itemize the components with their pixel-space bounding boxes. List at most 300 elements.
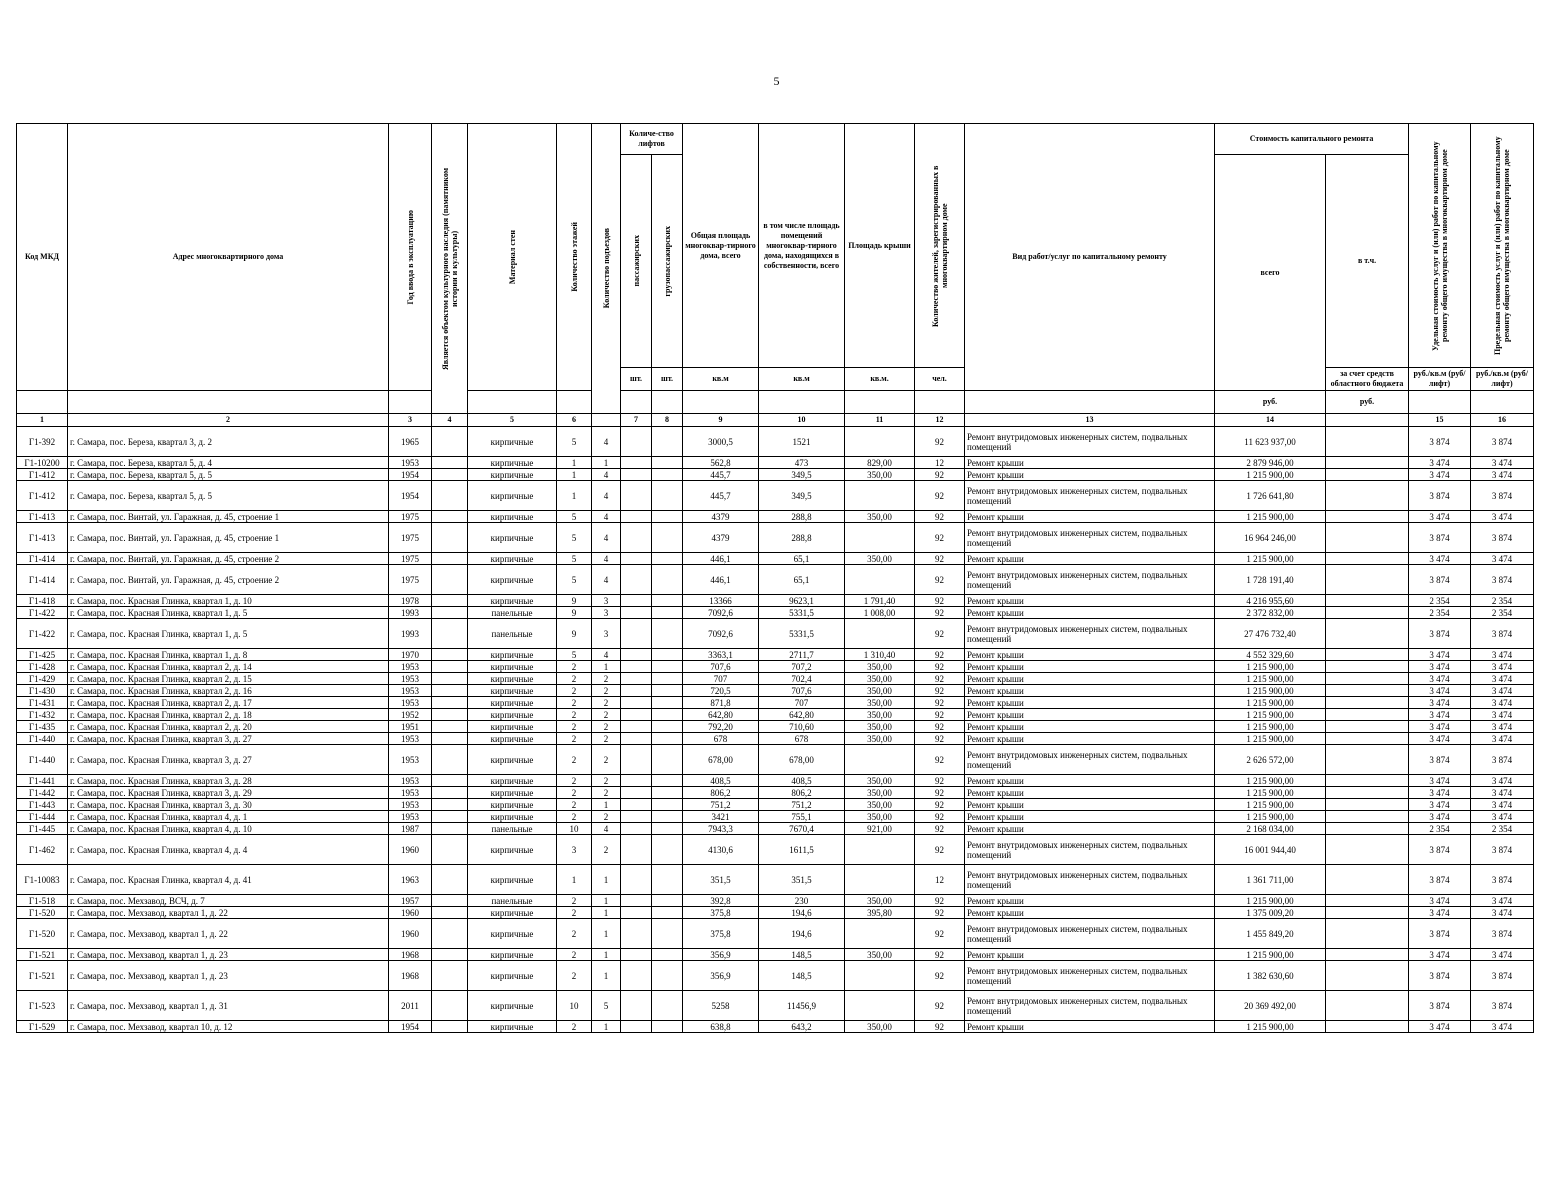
unit-code-blank [17, 391, 68, 414]
cell-floors: 5 [557, 523, 592, 553]
cell-heritage [432, 457, 468, 469]
cell-address: г. Самара, пос. Красная Глинка, квартал 3, д. 27 [68, 745, 389, 775]
cell-owned-area: 5331,5 [759, 619, 845, 649]
cell-heritage [432, 745, 468, 775]
cell-address: г. Самара, пос. Красная Глинка, квартал 2, д. 18 [68, 709, 389, 721]
cell-work-type: Ремонт внутридомовых инженерных систем, подвальных помещений [965, 835, 1215, 865]
cell-floors: 2 [557, 919, 592, 949]
cell-code: Г1-418 [17, 595, 68, 607]
cell-cost-total: 1 215 900,00 [1215, 775, 1326, 787]
cell-max-cost: 3 474 [1471, 673, 1534, 685]
cell-material: кирпичные [468, 661, 557, 673]
cell-owned-area: 707 [759, 697, 845, 709]
cell-lifts-passenger [621, 949, 652, 961]
cell-heritage [432, 697, 468, 709]
table-row [17, 961, 1534, 991]
table-row [17, 595, 1534, 607]
cell-heritage [432, 553, 468, 565]
header-floors-text: Количество этажей [569, 222, 579, 292]
cell-floors: 2 [557, 661, 592, 673]
cell-roof-area: 1 008,00 [845, 607, 915, 619]
cell-total-area: 356,9 [683, 961, 759, 991]
cell-lifts-passenger [621, 721, 652, 733]
cell-residents: 92 [915, 709, 965, 721]
cell-entrances: 4 [592, 511, 621, 523]
table-row [17, 619, 1534, 649]
cell-max-cost: 3 874 [1471, 523, 1534, 553]
header-max-cost [1471, 124, 1534, 368]
cell-owned-area: 751,2 [759, 799, 845, 811]
cell-entrances: 1 [592, 907, 621, 919]
cell-roof-area: 350,00 [845, 1021, 915, 1033]
cell-cost-regional [1326, 919, 1409, 949]
cell-roof-area: 1 791,40 [845, 595, 915, 607]
cell-year: 1963 [389, 865, 432, 895]
cell-max-cost: 3 474 [1471, 799, 1534, 811]
cell-lifts-cargo [652, 907, 683, 919]
unit-unit-cost: руб./кв.м (руб/лифт) [1409, 368, 1471, 391]
cell-floors: 2 [557, 895, 592, 907]
cell-lifts-passenger [621, 511, 652, 523]
cell-total-area: 792,20 [683, 721, 759, 733]
cell-code: Г1-412 [17, 481, 68, 511]
table-row [17, 661, 1534, 673]
cell-code: Г1-529 [17, 1021, 68, 1033]
cell-material: панельные [468, 895, 557, 907]
cell-cost-total: 1 215 900,00 [1215, 469, 1326, 481]
cell-owned-area: 710,60 [759, 721, 845, 733]
cell-lifts-cargo [652, 865, 683, 895]
cell-cost-regional [1326, 961, 1409, 991]
cell-year: 1968 [389, 949, 432, 961]
cell-roof-area: 350,00 [845, 673, 915, 685]
table-row [17, 511, 1534, 523]
cell-address: г. Самара, пос. Мехзавод, квартал 10, д. 12 [68, 1021, 389, 1033]
cell-heritage [432, 733, 468, 745]
cell-address: г. Самара, пос. Винтай, ул. Гаражная, д. 45, строение 1 [68, 523, 389, 553]
cell-work-type: Ремонт крыши [965, 661, 1215, 673]
cell-cost-total: 1 455 849,20 [1215, 919, 1326, 949]
cell-unit-cost: 3 474 [1409, 511, 1471, 523]
column-number: 1 [17, 414, 68, 427]
cell-floors: 2 [557, 745, 592, 775]
cell-floors: 1 [557, 469, 592, 481]
header-cost-regional: за счет средств областного бюджета [1326, 368, 1409, 391]
cell-material: кирпичные [468, 673, 557, 685]
cell-lifts-cargo [652, 961, 683, 991]
cell-year: 1965 [389, 427, 432, 457]
cell-roof-area: 350,00 [845, 799, 915, 811]
cell-year: 1960 [389, 835, 432, 865]
cell-cost-total: 1 215 900,00 [1215, 697, 1326, 709]
cell-max-cost: 3 474 [1471, 907, 1534, 919]
cell-cost-regional [1326, 595, 1409, 607]
cell-cost-regional [1326, 661, 1409, 673]
cell-entrances: 2 [592, 811, 621, 823]
cell-cost-regional [1326, 697, 1409, 709]
cell-lifts-cargo [652, 619, 683, 649]
cell-heritage [432, 907, 468, 919]
cell-total-area: 445,7 [683, 481, 759, 511]
cell-residents: 92 [915, 685, 965, 697]
cell-address: г. Самара, пос. Красная Глинка, квартал 2, д. 14 [68, 661, 389, 673]
cell-cost-total: 20 369 492,00 [1215, 991, 1326, 1021]
cell-owned-area: 1611,5 [759, 835, 845, 865]
table-row [17, 607, 1534, 619]
cell-heritage [432, 661, 468, 673]
cell-lifts-cargo [652, 457, 683, 469]
column-number [1326, 414, 1409, 427]
unit-ra-blank [845, 391, 915, 414]
cell-total-area: 392,8 [683, 895, 759, 907]
cell-cost-total: 1 215 900,00 [1215, 709, 1326, 721]
cell-total-area: 678 [683, 733, 759, 745]
cell-lifts-cargo [652, 661, 683, 673]
cell-cost-regional [1326, 733, 1409, 745]
unit-lifts-passenger: шт. [621, 368, 652, 391]
cell-address: г. Самара, пос. Красная Глинка, квартал 2, д. 20 [68, 721, 389, 733]
cell-total-area: 720,5 [683, 685, 759, 697]
unit-max-cost: руб./кв.м (руб/лифт) [1471, 368, 1534, 391]
cell-material: панельные [468, 823, 557, 835]
cell-heritage [432, 619, 468, 649]
cell-owned-area: 351,5 [759, 865, 845, 895]
cell-max-cost: 3 874 [1471, 565, 1534, 595]
table-row [17, 649, 1534, 661]
cell-floors: 10 [557, 991, 592, 1021]
cell-floors: 1 [557, 457, 592, 469]
cell-residents: 92 [915, 469, 965, 481]
cell-address: г. Самара, пос. Мехзавод, квартал 1, д. 22 [68, 919, 389, 949]
cell-address: г. Самара, пос. Красная Глинка, квартал 4, д. 41 [68, 865, 389, 895]
cell-max-cost: 3 474 [1471, 787, 1534, 799]
cell-lifts-passenger [621, 685, 652, 697]
cell-work-type: Ремонт внутридомовых инженерных систем, подвальных помещений [965, 745, 1215, 775]
cell-max-cost: 3 474 [1471, 685, 1534, 697]
cell-entrances: 5 [592, 991, 621, 1021]
cell-roof-area [845, 961, 915, 991]
cell-work-type: Ремонт внутридомовых инженерных систем, подвальных помещений [965, 481, 1215, 511]
cell-cost-regional [1326, 907, 1409, 919]
cell-year: 1968 [389, 961, 432, 991]
cell-material: кирпичные [468, 523, 557, 553]
header-lifts: Количе-ство лифтов [621, 124, 683, 155]
column-number: 3 [389, 414, 432, 427]
header-address: Адрес многоквартирного дома [68, 124, 389, 391]
cell-heritage [432, 949, 468, 961]
cell-entrances: 4 [592, 523, 621, 553]
capital-repair-table [16, 123, 1534, 1033]
cell-heritage [432, 595, 468, 607]
cell-code: Г1-462 [17, 835, 68, 865]
cell-owned-area: 678,00 [759, 745, 845, 775]
cell-total-area: 375,8 [683, 907, 759, 919]
cell-total-area: 7092,6 [683, 607, 759, 619]
cell-total-area: 707,6 [683, 661, 759, 673]
cell-work-type: Ремонт крыши [965, 811, 1215, 823]
column-number [592, 414, 621, 427]
cell-work-type: Ремонт внутридомовых инженерных систем, подвальных помещений [965, 523, 1215, 553]
cell-year: 1953 [389, 457, 432, 469]
cell-lifts-cargo [652, 709, 683, 721]
cell-entrances: 4 [592, 553, 621, 565]
cell-owned-area: 642,80 [759, 709, 845, 721]
cell-year: 1951 [389, 721, 432, 733]
table-body [17, 427, 1534, 1033]
cell-year: 1953 [389, 685, 432, 697]
cell-lifts-passenger [621, 823, 652, 835]
cell-address: г. Самара, пос. Красная Глинка, квартал 2, д. 15 [68, 673, 389, 685]
cell-address: г. Самара, пос. Винтай, ул. Гаражная, д. 45, строение 2 [68, 553, 389, 565]
cell-lifts-passenger [621, 457, 652, 469]
cell-owned-area: 65,1 [759, 565, 845, 595]
cell-work-type: Ремонт крыши [965, 787, 1215, 799]
cell-owned-area: 707,6 [759, 685, 845, 697]
cell-max-cost: 3 474 [1471, 895, 1534, 907]
cell-lifts-cargo [652, 745, 683, 775]
cell-total-area: 3363,1 [683, 649, 759, 661]
table-header [17, 124, 1534, 427]
cell-roof-area: 350,00 [845, 709, 915, 721]
cell-unit-cost: 3 874 [1409, 919, 1471, 949]
cell-residents: 92 [915, 481, 965, 511]
cell-roof-area: 350,00 [845, 697, 915, 709]
cell-residents: 92 [915, 775, 965, 787]
unit-floors-blank [557, 391, 592, 414]
cell-heritage [432, 427, 468, 457]
cell-entrances: 2 [592, 697, 621, 709]
cell-code: Г1-413 [17, 511, 68, 523]
cell-entrances: 4 [592, 823, 621, 835]
cell-material: кирпичные [468, 427, 557, 457]
table-row [17, 733, 1534, 745]
cell-work-type: Ремонт крыши [965, 1021, 1215, 1033]
cell-residents: 92 [915, 673, 965, 685]
cell-residents: 92 [915, 991, 965, 1021]
cell-owned-area: 230 [759, 895, 845, 907]
cell-roof-area: 350,00 [845, 733, 915, 745]
cell-unit-cost: 3 874 [1409, 961, 1471, 991]
cell-max-cost: 2 354 [1471, 595, 1534, 607]
cell-lifts-cargo [652, 787, 683, 799]
cell-max-cost: 3 874 [1471, 961, 1534, 991]
cell-residents: 92 [915, 1021, 965, 1033]
cell-heritage [432, 799, 468, 811]
cell-total-area: 408,5 [683, 775, 759, 787]
header-wall-material-text: Материал стен [507, 229, 517, 285]
cell-code: Г1-440 [17, 733, 68, 745]
cell-cost-total: 4 552 329,60 [1215, 649, 1326, 661]
cell-owned-area: 349,5 [759, 481, 845, 511]
cell-unit-cost: 3 474 [1409, 469, 1471, 481]
cell-lifts-passenger [621, 733, 652, 745]
cell-residents: 92 [915, 907, 965, 919]
cell-unit-cost: 3 474 [1409, 775, 1471, 787]
cell-residents: 92 [915, 721, 965, 733]
cell-total-area: 446,1 [683, 553, 759, 565]
cell-max-cost: 3 474 [1471, 697, 1534, 709]
cell-owned-area: 408,5 [759, 775, 845, 787]
cell-floors: 2 [557, 787, 592, 799]
cell-owned-area: 702,4 [759, 673, 845, 685]
cell-address: г. Самара, пос. Красная Глинка, квартал 4, д. 4 [68, 835, 389, 865]
table-row [17, 481, 1534, 511]
cell-address: г. Самара, пос. Мехзавод, квартал 1, д. 23 [68, 961, 389, 991]
cell-cost-regional [1326, 523, 1409, 553]
cell-roof-area [845, 865, 915, 895]
cell-owned-area: 5331,5 [759, 607, 845, 619]
cell-roof-area [845, 427, 915, 457]
cell-residents: 92 [915, 919, 965, 949]
table-row [17, 673, 1534, 685]
cell-cost-total: 1 375 009,20 [1215, 907, 1326, 919]
cell-floors: 2 [557, 907, 592, 919]
cell-lifts-passenger [621, 961, 652, 991]
cell-material: кирпичные [468, 469, 557, 481]
cell-entrances: 4 [592, 427, 621, 457]
cell-lifts-passenger [621, 895, 652, 907]
cell-max-cost: 3 474 [1471, 511, 1534, 523]
cell-work-type: Ремонт крыши [965, 823, 1215, 835]
cell-unit-cost: 3 474 [1409, 811, 1471, 823]
cell-max-cost: 3 874 [1471, 919, 1534, 949]
cell-roof-area: 921,00 [845, 823, 915, 835]
header-total-area: Общая площадь многоквар-тирного дома, всего [683, 124, 759, 368]
cell-floors: 3 [557, 835, 592, 865]
column-number: 14 [1215, 414, 1326, 427]
cell-lifts-cargo [652, 673, 683, 685]
cell-cost-regional [1326, 685, 1409, 697]
cell-floors: 5 [557, 553, 592, 565]
cell-unit-cost: 3 874 [1409, 991, 1471, 1021]
cell-cost-regional [1326, 565, 1409, 595]
cell-entrances: 2 [592, 775, 621, 787]
table-row [17, 865, 1534, 895]
cell-unit-cost: 3 474 [1409, 697, 1471, 709]
cell-material: кирпичные [468, 511, 557, 523]
cell-max-cost: 2 354 [1471, 823, 1534, 835]
cell-address: г. Самара, пос. Винтай, ул. Гаражная, д. 45, строение 1 [68, 511, 389, 523]
cell-year: 1953 [389, 661, 432, 673]
cell-floors: 9 [557, 607, 592, 619]
cell-cost-total: 1 215 900,00 [1215, 811, 1326, 823]
cell-total-area: 3000,5 [683, 427, 759, 457]
cell-entrances: 1 [592, 799, 621, 811]
cell-owned-area: 755,1 [759, 811, 845, 823]
cell-roof-area [845, 991, 915, 1021]
cell-unit-cost: 2 354 [1409, 823, 1471, 835]
cell-cost-total: 27 476 732,40 [1215, 619, 1326, 649]
cell-cost-regional [1326, 709, 1409, 721]
cell-total-area: 4379 [683, 523, 759, 553]
cell-address: г. Самара, пос. Мехзавод, квартал 1, д. 23 [68, 949, 389, 961]
cell-work-type: Ремонт крыши [965, 553, 1215, 565]
cell-material: кирпичные [468, 919, 557, 949]
cell-year: 1954 [389, 1021, 432, 1033]
cell-work-type: Ремонт крыши [965, 949, 1215, 961]
cell-address: г. Самара, пос. Мехзавод, квартал 1, д. 31 [68, 991, 389, 1021]
cell-floors: 2 [557, 961, 592, 991]
cell-lifts-cargo [652, 799, 683, 811]
cell-cost-total: 1 215 900,00 [1215, 553, 1326, 565]
cell-lifts-cargo [652, 823, 683, 835]
cell-material: кирпичные [468, 457, 557, 469]
cell-cost-total: 2 168 034,00 [1215, 823, 1326, 835]
cell-roof-area: 350,00 [845, 469, 915, 481]
cell-roof-area [845, 835, 915, 865]
cell-lifts-cargo [652, 481, 683, 511]
cell-heritage [432, 511, 468, 523]
cell-cost-regional [1326, 991, 1409, 1021]
table-row [17, 907, 1534, 919]
cell-work-type: Ремонт крыши [965, 775, 1215, 787]
cell-code: Г1-440 [17, 745, 68, 775]
cell-code: Г1-10200 [17, 457, 68, 469]
cell-address: г. Самара, пос. Винтай, ул. Гаражная, д. 45, строение 2 [68, 565, 389, 595]
cell-total-area: 806,2 [683, 787, 759, 799]
cell-unit-cost: 3 474 [1409, 799, 1471, 811]
cell-heritage [432, 961, 468, 991]
cell-code: Г1-10083 [17, 865, 68, 895]
cell-cost-regional [1326, 811, 1409, 823]
cell-work-type: Ремонт крыши [965, 685, 1215, 697]
cell-entrances: 2 [592, 721, 621, 733]
cell-roof-area: 395,80 [845, 907, 915, 919]
cell-cost-total: 1 215 900,00 [1215, 787, 1326, 799]
cell-year: 1953 [389, 673, 432, 685]
cell-owned-area: 288,8 [759, 511, 845, 523]
header-heritage-text: Является объектом культурного наследия (памятником истории и культуры) [440, 167, 459, 370]
cell-entrances: 1 [592, 865, 621, 895]
cell-cost-total: 1 215 900,00 [1215, 949, 1326, 961]
cell-roof-area [845, 745, 915, 775]
header-unit-cost-text: Удельная стоимость услуг и (или) работ по капитальному ремонту общего имущества в многоквартирном доме [1430, 140, 1449, 351]
cell-code: Г1-441 [17, 775, 68, 787]
cell-lifts-passenger [621, 697, 652, 709]
cell-address: г. Самара, пос. Красная Глинка, квартал 1, д. 5 [68, 619, 389, 649]
cell-material: кирпичные [468, 721, 557, 733]
cell-address: г. Самара, пос. Красная Глинка, квартал 1, д. 5 [68, 607, 389, 619]
cell-residents: 92 [915, 823, 965, 835]
cell-roof-area: 350,00 [845, 685, 915, 697]
cell-lifts-passenger [621, 523, 652, 553]
cell-cost-total: 1 215 900,00 [1215, 733, 1326, 745]
cell-cost-total: 4 216 955,60 [1215, 595, 1326, 607]
cell-residents: 92 [915, 895, 965, 907]
cell-floors: 5 [557, 427, 592, 457]
cell-material: панельные [468, 607, 557, 619]
header-lifts-passenger [621, 155, 652, 368]
cell-roof-area: 350,00 [845, 949, 915, 961]
cell-cost-total: 16 964 246,00 [1215, 523, 1326, 553]
cell-residents: 92 [915, 511, 965, 523]
cell-roof-area: 350,00 [845, 721, 915, 733]
cell-year: 1953 [389, 799, 432, 811]
cell-address: г. Самара, пос. Красная Глинка, квартал 3, д. 29 [68, 787, 389, 799]
cell-cost-regional [1326, 721, 1409, 733]
cell-max-cost: 3 474 [1471, 649, 1534, 661]
cell-heritage [432, 649, 468, 661]
column-number: 2 [68, 414, 389, 427]
cell-address: г. Самара, пос. Береза, квартал 5, д. 5 [68, 481, 389, 511]
cell-entrances: 1 [592, 961, 621, 991]
cell-residents: 92 [915, 649, 965, 661]
cell-material: кирпичные [468, 775, 557, 787]
cell-address: г. Самара, пос. Береза, квартал 5, д. 4 [68, 457, 389, 469]
cell-entrances: 3 [592, 619, 621, 649]
cell-entrances: 2 [592, 673, 621, 685]
unit-year-blank [389, 391, 432, 414]
